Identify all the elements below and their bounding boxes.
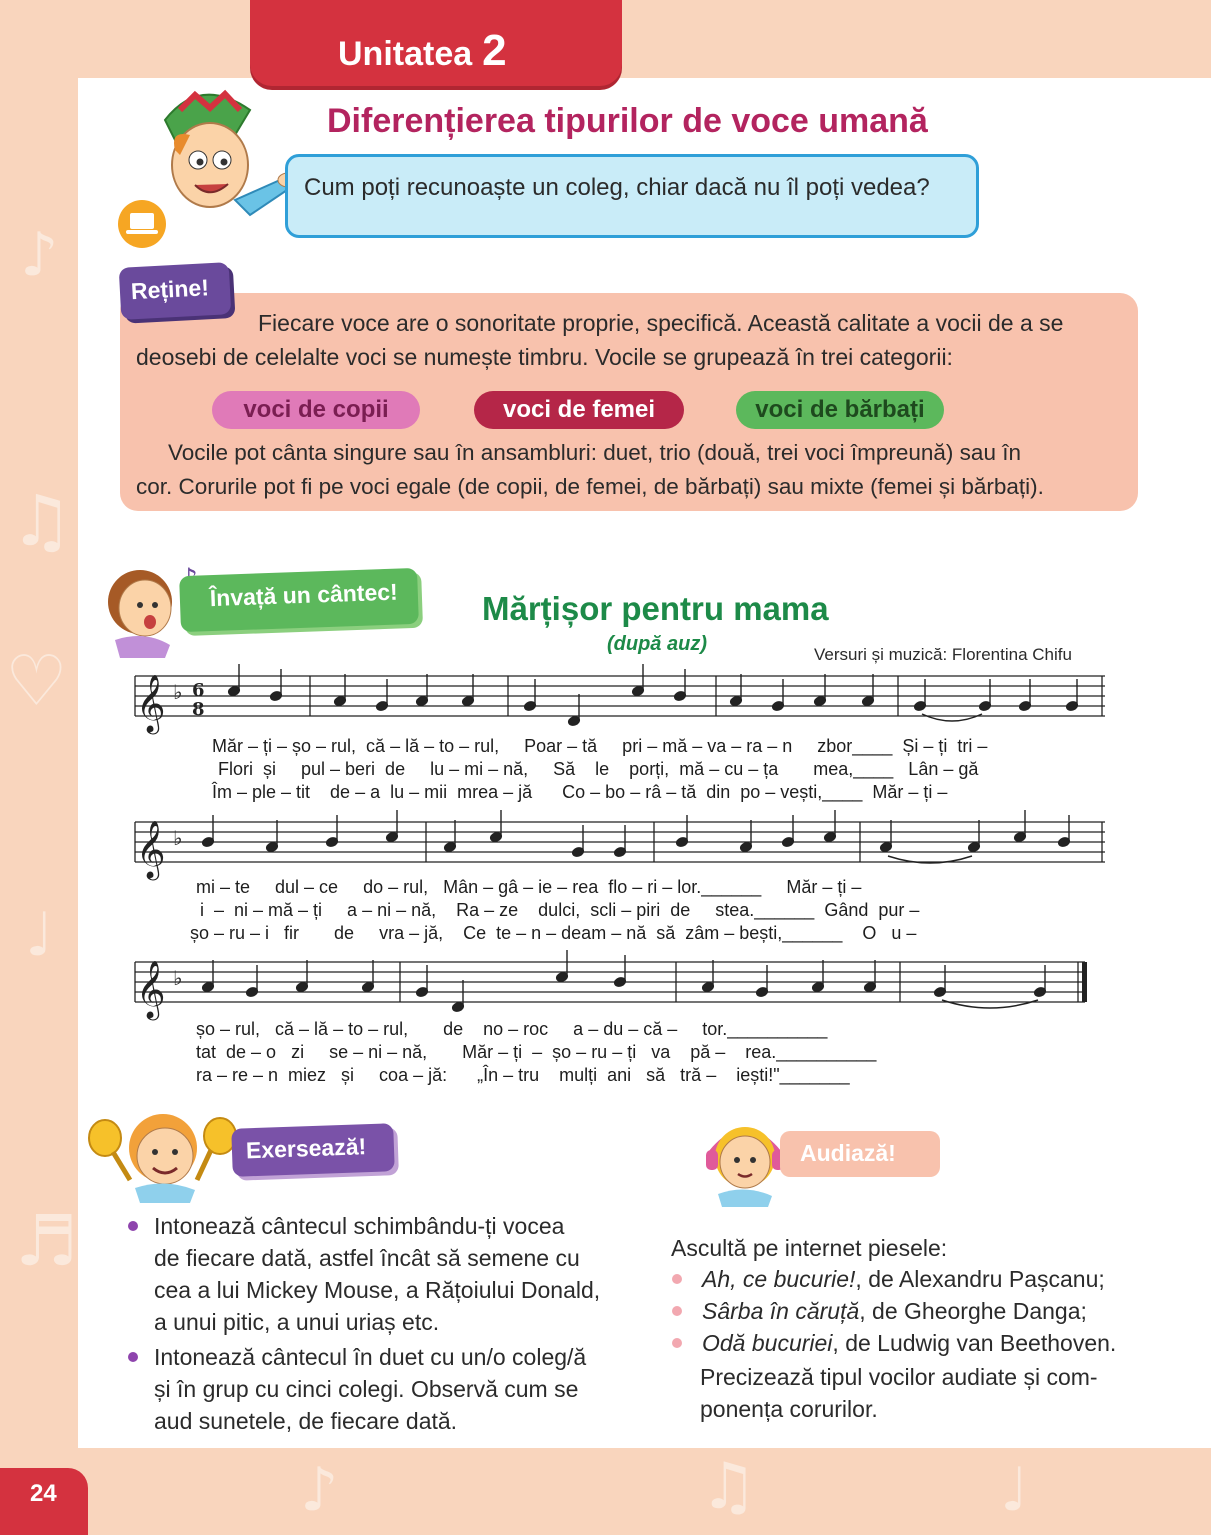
- bullet-dot: [128, 1352, 138, 1362]
- page-number: 24: [30, 1480, 57, 1507]
- retine-label-text: Reține!: [130, 274, 210, 305]
- time-signature-bottom: 8: [192, 699, 205, 720]
- music-staff-1: [130, 660, 1110, 736]
- svg-text:𝄞: 𝄞: [136, 960, 166, 1018]
- cartoon-boy-pointing: [140, 80, 300, 230]
- music-note-icon: ♬: [15, 1200, 78, 1282]
- music-note-icon: ♫: [700, 1450, 758, 1524]
- svg-text:𝄞: 𝄞: [136, 820, 166, 878]
- exerseaza-label-text: Exersează!: [245, 1133, 367, 1164]
- bullet-dot: [672, 1274, 682, 1284]
- svg-text:♭: ♭: [173, 826, 183, 850]
- piece-3-author: , de Ludwig van Beethoven.: [832, 1330, 1117, 1356]
- listening-piece-1: [702, 1263, 1105, 1295]
- lyrics-system-3-verse-1: șo – rul, că – lă – to – rul, de no – roc a – du – că – tor.__________: [196, 1019, 828, 1039]
- lyrics-system-2-verse-1: mi – te dul – ce do – rul, Mân – gâ – ie – rea flo – ri – lor.______ Măr – ți –: [196, 877, 862, 897]
- svg-text:𝄞: 𝄞: [136, 674, 166, 732]
- piece-3-title: Odă bucuriei: [702, 1330, 833, 1356]
- time-signature-top: 6: [192, 680, 205, 701]
- heart-icon: ♡: [5, 640, 68, 722]
- lyrics-system-2-verse-2: i – ni – mă – ți a – ni – nă, Ra – ze dulci, scli – piri de stea.______ Gând pur –: [200, 900, 920, 920]
- listening-intro: Ascultă pe internet piesele:: [671, 1235, 948, 1261]
- listening-outro-line-2: ponența corurilor.: [700, 1396, 878, 1422]
- exercise-1-line-2: de fiecare dată, astfel încât să semene cu: [154, 1245, 580, 1271]
- category-women: voci de femei: [474, 391, 684, 429]
- exercise-1-line-3: cea a lui Mickey Mouse, a Rățoiului Donald,: [154, 1277, 601, 1303]
- bullet-dot: [672, 1338, 682, 1348]
- retine-label: [119, 262, 232, 320]
- learn-song-label: [179, 568, 419, 632]
- unit-tab: [250, 0, 622, 86]
- exercise-2-line-1: Intonează cântecul în duet cu un/o coleg/ă: [154, 1344, 587, 1370]
- lyrics-system-1-verse-2: Flori și pul – beri de lu – mi – nă, Să le porți, mă – cu – ța mea,____ Lân – gă: [218, 759, 979, 779]
- retine-line-2: deosebi de celelalte voci se numește timbru. Vocile se grupează în trei categorii:: [136, 344, 953, 370]
- svg-text:♭: ♭: [173, 680, 183, 704]
- unit-word: Unitatea: [338, 35, 473, 73]
- music-note-icon: ♩: [1000, 1455, 1029, 1525]
- piece-1-author: , de Alexandru Pașcanu;: [855, 1266, 1105, 1292]
- retine-line-3: Vocile pot cânta singure sau în ansambluri: duet, trio (două, trei voci împreună) sau în: [168, 440, 1021, 465]
- bullet-dot: [128, 1221, 138, 1231]
- music-note-icon: ♩: [25, 900, 54, 970]
- exercise-2-line-3: aud sunetele, de fiecare dată.: [154, 1408, 458, 1434]
- music-note-icon: ♪: [300, 1455, 339, 1525]
- lyrics-system-2-verse-3: șo – ru – i fir de vra – jă, Ce te – n – deam – nă să zâm – bești,______ O u –: [190, 923, 917, 943]
- retine-line-1: Fiecare voce are o sonoritate proprie, specifică. Această calitate a vocii de a se: [258, 310, 1064, 336]
- piece-2-author: , de Gheorghe Danga;: [859, 1298, 1087, 1324]
- piece-1-title: Ah, ce bucurie!: [702, 1266, 856, 1292]
- page-number-tab: [0, 1468, 88, 1535]
- piece-2-title: Sârba în căruță: [702, 1298, 860, 1324]
- category-children: voci de copii: [212, 391, 420, 429]
- svg-text:♭: ♭: [173, 966, 183, 990]
- unit-number: 2: [482, 26, 507, 75]
- listening-piece-2: [702, 1295, 1087, 1327]
- music-staff-2: [130, 806, 1110, 882]
- audiaza-label: [780, 1131, 940, 1177]
- exerseaza-label: [231, 1123, 395, 1177]
- cartoon-girl-headphones: [700, 1112, 790, 1207]
- lyrics-system-3-verse-2: tat de – o zi se – ni – nă, Măr – ți – șo – ru – ți va pă – rea.__________: [196, 1042, 877, 1062]
- exercise-1-line-4: a unui pitic, a unui uriaș etc.: [154, 1309, 440, 1335]
- listening-outro-line-1: Precizează tipul vocilor audiate și com-: [700, 1364, 1098, 1390]
- learn-song-label-text: Învață un cântec!: [209, 578, 399, 612]
- lyrics-system-1-verse-1: Măr – ți – șo – rul, că – lă – to – rul, Poar – tă pri – mă – va – ra – n zbor____ Și – ți tri –: [212, 736, 988, 756]
- lyrics-system-3-verse-3: ra – re – n miez și coa – jă: „În – tru mulți ani să tră – iești!"_______: [196, 1065, 850, 1085]
- retine-line-4: cor. Corurile pot fi pe voci egale (de copii, de femei, de bărbați) sau mixte (femei și bărbați).: [136, 474, 1044, 499]
- question-text: Cum poți recunoaște un coleg, chiar dacă nu îl poți vedea?: [304, 174, 930, 201]
- song-title: Mărțișor pentru mama: [482, 590, 829, 627]
- cartoon-boy-maracas: [85, 1108, 245, 1203]
- music-staff-3: [130, 946, 1110, 1022]
- audiaza-label-text: Audiază!: [800, 1140, 896, 1166]
- exercise-2-line-2: și în grup cu cinci colegi. Observă cum se: [154, 1376, 579, 1402]
- music-note-icon: ♫: [10, 480, 73, 562]
- question-bubble: [285, 154, 979, 238]
- bullet-dot: [672, 1306, 682, 1316]
- song-subtitle: (după auz): [607, 633, 707, 655]
- category-men: voci de bărbați: [736, 391, 944, 429]
- song-credit: Versuri și muzică: Florentina Chifu: [814, 645, 1072, 664]
- listening-piece-3: [702, 1327, 1116, 1359]
- computer-icon[interactable]: [118, 200, 166, 248]
- lesson-title: Diferențierea tipurilor de voce umană: [327, 102, 928, 140]
- exercise-1-line-1: Intonează cântecul schimbându-ți vocea: [154, 1213, 565, 1239]
- music-note-icon: ♪: [20, 220, 59, 290]
- lyrics-system-1-verse-3: Îm – ple – tit de – a lu – mii mrea – jă Co – bo – râ – tă din po – vești,____ Măr – ți –: [212, 782, 948, 802]
